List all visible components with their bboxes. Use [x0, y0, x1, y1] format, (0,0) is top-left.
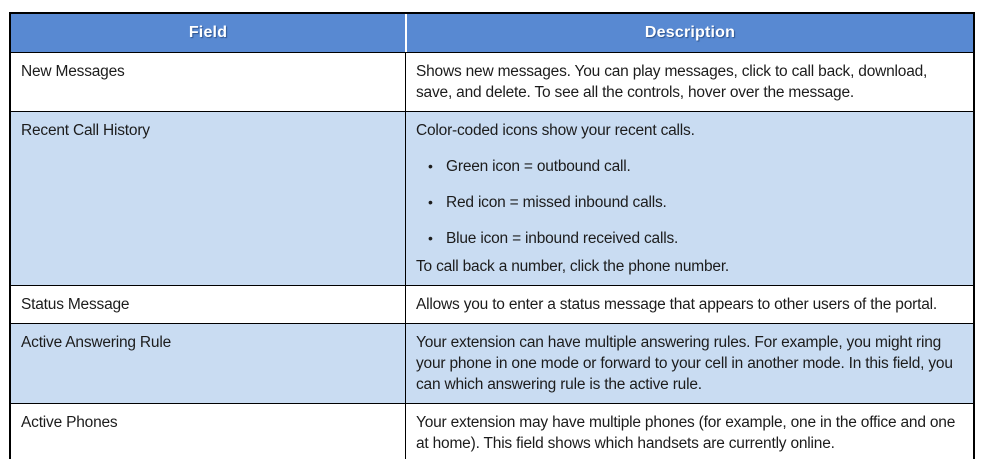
- table-row: [11, 323, 973, 403]
- column-header-description: Description: [405, 14, 973, 52]
- bullet-list-item: [416, 156, 963, 177]
- field-cell: Active Answering Rule: [11, 323, 405, 403]
- header-row: [11, 14, 973, 52]
- table-row: [11, 52, 973, 111]
- description-cell: [405, 111, 973, 285]
- table-row: [11, 403, 973, 459]
- bullet-list-item: [416, 192, 963, 213]
- field-description-table: [9, 12, 975, 459]
- document-page: [9, 12, 987, 459]
- field-cell: Active Phones: [11, 403, 405, 459]
- bullet-icon: •: [428, 230, 433, 246]
- description-cell: [405, 285, 973, 323]
- column-header-field: Field: [11, 14, 405, 52]
- description-cell: [405, 52, 973, 111]
- bullet-list-item: [416, 228, 963, 249]
- description-paragraph: Color-coded icons show your recent calls.: [416, 122, 695, 139]
- field-cell: Recent Call History: [11, 111, 405, 285]
- bullet-text: Red icon = missed inbound calls.: [446, 194, 667, 211]
- field-cell: Status Message: [11, 285, 405, 323]
- description-cell: [405, 323, 973, 403]
- table-row: [11, 285, 973, 323]
- description-paragraph: Shows new messages. You can play messages, click to call back, download, save, and delete. To see all the controls, hover over the message.: [416, 63, 928, 101]
- bullet-text: Blue icon = inbound received calls.: [446, 230, 679, 247]
- description-paragraph: To call back a number, click the phone number.: [416, 258, 730, 275]
- description-paragraph: Your extension can have multiple answering rules. For example, you might ring your phone in one mode or forward to your cell in another mode. In this field, you can which answering rule is the active rule.: [416, 334, 953, 393]
- field-cell: New Messages: [11, 52, 405, 111]
- description-cell: [405, 403, 973, 459]
- bullet-icon: •: [428, 194, 433, 210]
- bullet-text: Green icon = outbound call.: [446, 158, 631, 175]
- description-paragraph: Allows you to enter a status message that appears to other users of the portal.: [416, 296, 937, 313]
- description-paragraph: Your extension may have multiple phones (for example, one in the office and one at home). This field shows which handsets are currently online.: [416, 414, 956, 452]
- bullet-icon: •: [428, 158, 433, 174]
- table-row: [11, 111, 973, 285]
